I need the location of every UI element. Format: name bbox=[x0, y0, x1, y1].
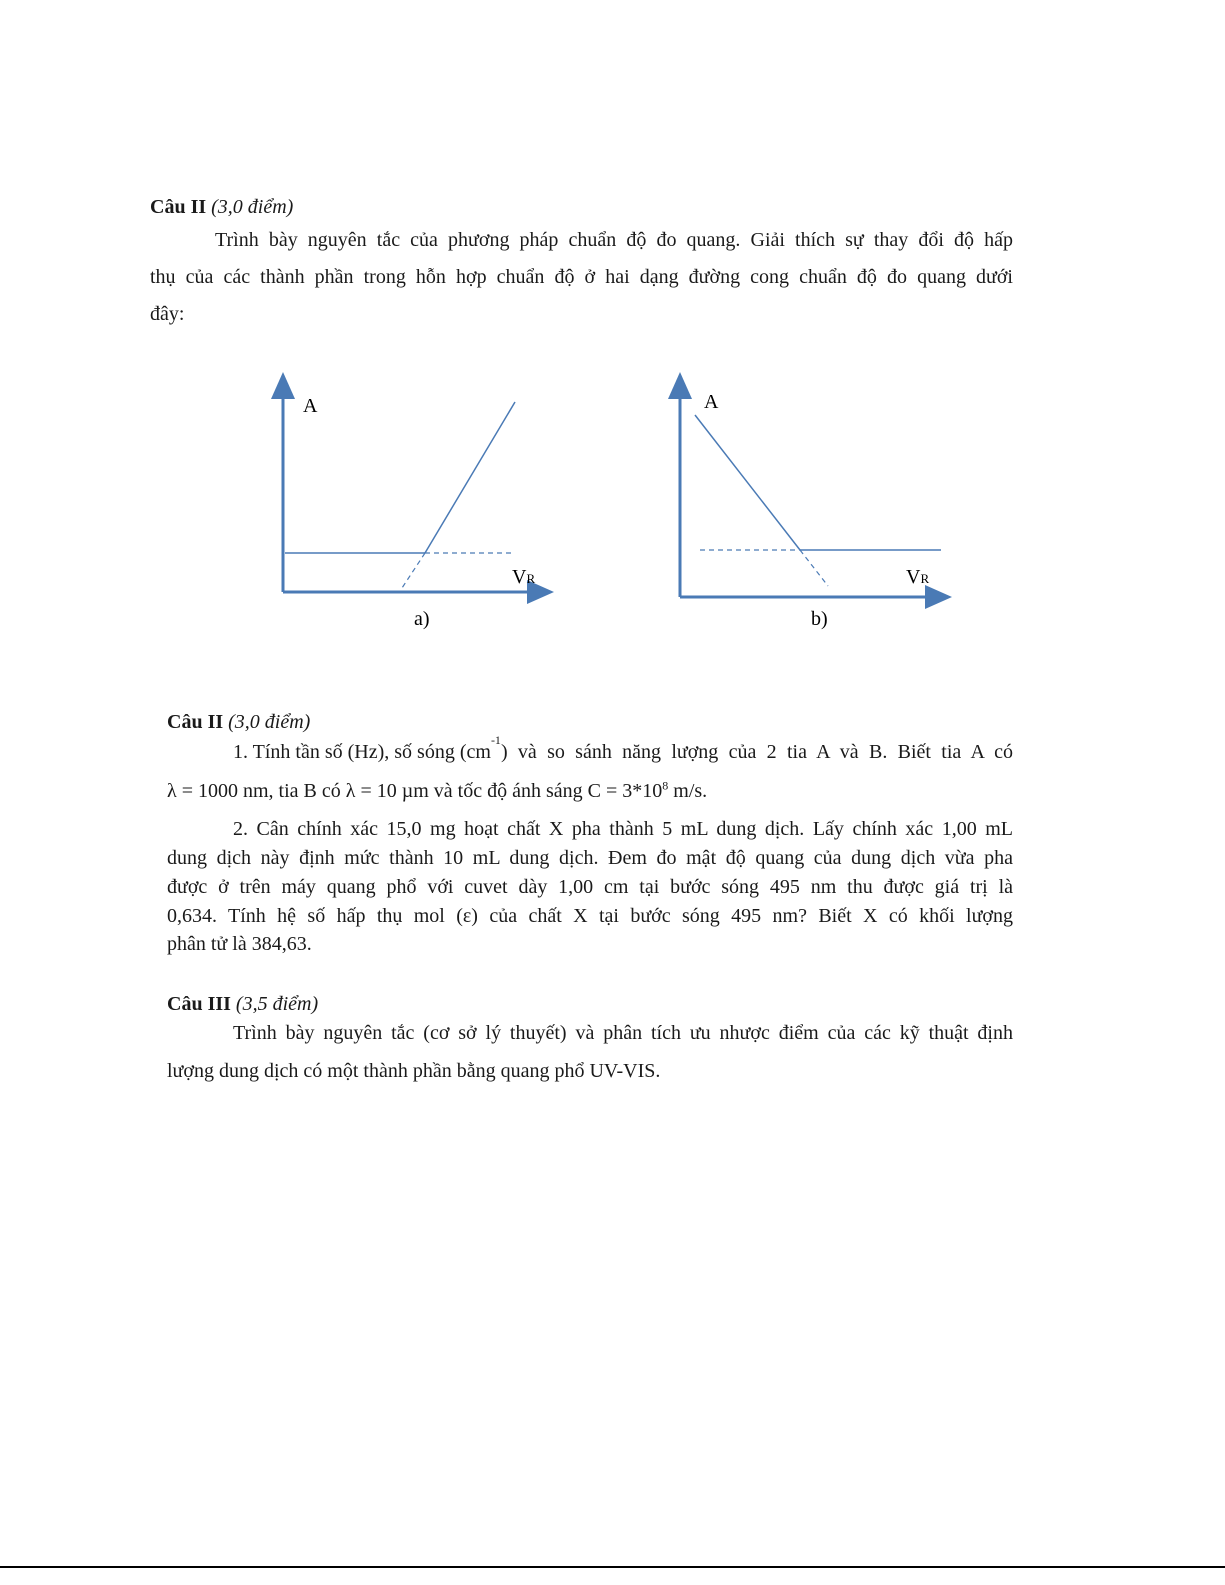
paragraph-line: phân tử là 384,63. bbox=[167, 933, 312, 955]
question-points: (3,5 điểm) bbox=[235, 993, 319, 1015]
x-axis-label: VR bbox=[512, 566, 536, 588]
y-axis-label: A bbox=[303, 395, 318, 417]
caption-b: b) bbox=[811, 608, 828, 630]
caption-a: a) bbox=[414, 608, 430, 630]
rising-segment bbox=[425, 402, 515, 553]
curve-b bbox=[680, 384, 941, 630]
paragraph-line: 0,634. Tính hệ số hấp thụ mol (ε) của chất X tại bước sóng 495 nm? Biết X có khối lượng bbox=[167, 905, 1013, 927]
text: 1. Tính tần số (Hz), số sóng (cm bbox=[233, 741, 491, 763]
paragraph-line: đây: bbox=[150, 303, 185, 325]
question-1-line bbox=[233, 733, 1013, 764]
page-bottom-border bbox=[0, 1566, 1225, 1568]
section3-heading bbox=[167, 992, 318, 1016]
falling-segment bbox=[695, 415, 800, 550]
text: m/s. bbox=[668, 780, 708, 802]
paragraph-line: Trình bày nguyên tắc của phương pháp chuẩn độ đo quang. Giải thích sự thay đổi độ hấp bbox=[215, 229, 1013, 251]
falling-extension-dashed bbox=[800, 550, 828, 586]
question-points: (3,0 điểm) bbox=[211, 196, 294, 218]
text: λ = 1000 nm, tia B có λ = 10 µm và tốc độ ánh sáng C = 3*10 bbox=[167, 780, 663, 802]
paragraph-line: được ở trên máy quang phổ với cuvet dày 1,00 cm tại bước sóng 495 nm thu được giá trị là bbox=[167, 876, 1013, 898]
superscript: -1 bbox=[490, 733, 501, 747]
question-1-line bbox=[167, 779, 707, 803]
curve-a bbox=[283, 384, 542, 630]
section1-heading bbox=[150, 195, 293, 219]
paragraph-line: lượng dung dịch có một thành phần bằng quang phổ UV-VIS. bbox=[167, 1060, 661, 1082]
paragraph-line: Trình bày nguyên tắc (cơ sở lý thuyết) và phân tích ưu nhược điểm của các kỹ thuật định bbox=[233, 1022, 1013, 1044]
titration-curves-figure bbox=[0, 370, 1225, 640]
question-points: (3,0 điểm) bbox=[228, 711, 311, 733]
question-title: Câu II bbox=[150, 196, 207, 218]
text: ) và so sánh năng lượng của 2 tia A và B. Biết tia A có bbox=[500, 741, 1013, 763]
superscript: 8 bbox=[662, 778, 669, 793]
paragraph-line: dung dịch này định mức thành 10 mL dung dịch. Đem đo mật độ quang của dung dịch vừa pha bbox=[167, 847, 1013, 869]
paragraph-line: thụ của các thành phần trong hỗn hợp chuẩn độ ở hai dạng đường cong chuẩn độ đo quang dưới bbox=[150, 266, 1013, 288]
x-axis-label: VR bbox=[906, 566, 930, 588]
question-title: Câu II bbox=[167, 711, 224, 733]
question-title: Câu III bbox=[167, 993, 231, 1015]
paragraph-line: 2. Cân chính xác 15,0 mg hoạt chất X pha thành 5 mL dung dịch. Lấy chính xác 1,00 mL bbox=[233, 818, 1013, 840]
section2-heading bbox=[167, 710, 310, 734]
y-axis-label: A bbox=[704, 391, 719, 413]
rising-extension-dashed bbox=[402, 553, 425, 588]
